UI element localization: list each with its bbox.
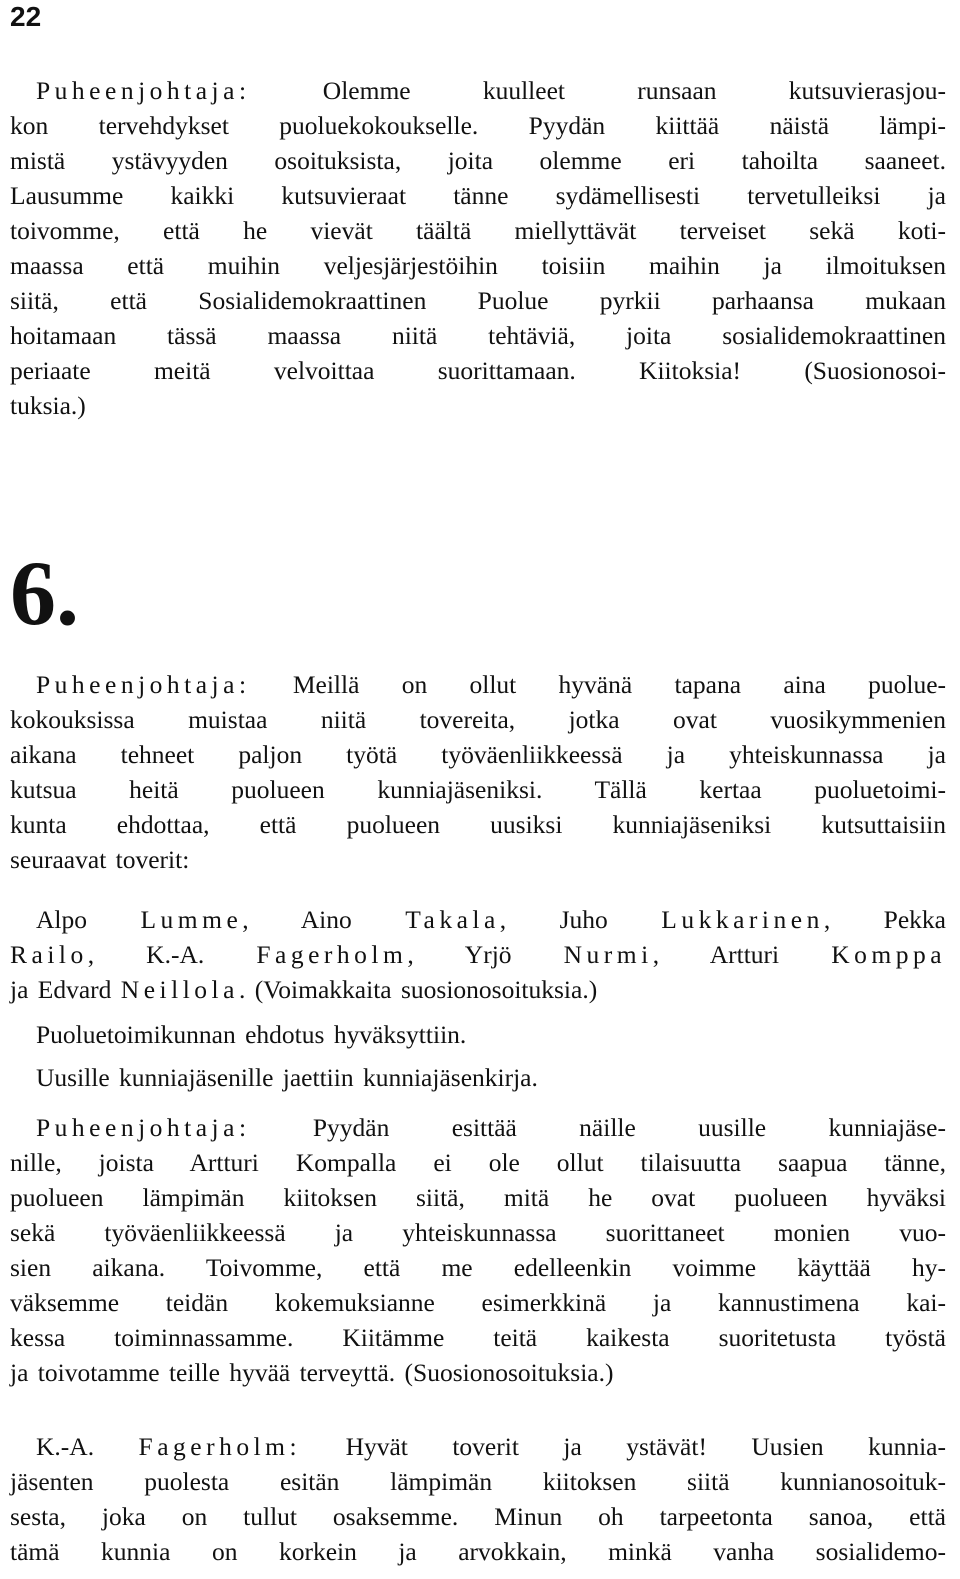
text-line: sesta, joka on tullut osaksemme. Minun oh tarpeetonta sanoa, että: [10, 1502, 946, 1531]
text-segment: , Aino: [242, 905, 406, 934]
text-segment: K.-A.: [36, 1432, 139, 1461]
text-line: tuksia.): [10, 391, 86, 420]
text-segment: . (Voimakkaita suosionosoituksia.): [238, 975, 598, 1004]
text-line: puolueen lämpimän kiitoksen siitä, mitä he ovat puolueen hyväksi: [10, 1183, 946, 1212]
text-line: siitä, että Sosialidemokraattinen Puolue pyrkii parhaansa mukaan: [10, 286, 946, 315]
speaker-name: Puheenjohtaja:: [36, 76, 251, 105]
text-segment: Alpo: [36, 905, 141, 934]
text-line: aikana tehneet paljon työtä työväenliikkeessä ja yhteiskunnassa ja: [10, 740, 946, 769]
text-line: kutsua heitä puolueen kunniajäseniksi. Tällä kertaa puoluetoimi-: [10, 775, 946, 804]
paragraph-chairman-thanks: [10, 1110, 946, 1390]
text-line: kokouksissa muistaa niitä tovereita, jotka ovat vuosikymmenien: [10, 705, 946, 734]
text-line: [10, 1429, 946, 1464]
text-segment: Olemme kuulleet runsaan kutsuvierasjou-: [250, 76, 946, 105]
honorary-members-list: [10, 902, 946, 1007]
member-name: Neillola: [120, 975, 239, 1004]
speaker-name: Puheenjohtaja:: [36, 670, 251, 699]
text-line: hoitamaan tässä maassa niitä tehtäviä, joita sosialidemokraattinen: [10, 321, 946, 350]
text-segment: Hyvät toverit ja ystävät! Uusien kunnia-: [301, 1432, 946, 1461]
text-segment: , Pekka: [823, 905, 946, 934]
paragraph-chairman-greetings: [10, 73, 946, 423]
text-line: väksemme teidän kokemuksianne esimerkkinä ja kannustimena kai-: [10, 1288, 946, 1317]
text-line: [10, 902, 946, 937]
text-segment: , Yrjö: [407, 940, 564, 969]
speaker-name: Puheenjohtaja:: [36, 1113, 251, 1142]
text-line: ja toivotamme teille hyvää terveyttä. (Suosionosoituksia.): [10, 1358, 614, 1387]
text-segment: Meillä on ollut hyvänä tapana aina puolue-: [250, 670, 946, 699]
text-line: [10, 972, 946, 1007]
text-line: [10, 73, 946, 108]
text-line: jäsenten puolesta esitän lämpimän kiitoksen siitä kunnianosoituk-: [10, 1467, 946, 1496]
paragraph-diplomas-handed: [10, 1060, 946, 1095]
member-name: Takala: [405, 905, 500, 934]
text-line: [10, 937, 946, 972]
paragraph-fagerholm-reply: [10, 1429, 946, 1569]
paragraph-proposal-accepted: [10, 1017, 946, 1052]
text-line: nille, joista Artturi Kompalla ei ole ollut tilaisuutta saapua tänne,: [10, 1148, 946, 1177]
text-line: [10, 1110, 946, 1145]
paragraph-honorary-members-intro: [10, 667, 946, 877]
text-line: maassa että muihin veljesjärjestöihin toisiin maihin ja ilmoituksen: [10, 251, 946, 280]
text-line: seuraavat toverit:: [10, 845, 190, 874]
text-line: toivomme, että he vievät täältä miellyttävät terveiset sekä koti-: [10, 216, 946, 245]
text-segment: , Artturi: [652, 940, 832, 969]
text-line: Puoluetoimikunnan ehdotus hyväksyttiin.: [36, 1020, 467, 1049]
speaker-name: Fagerholm:: [138, 1432, 302, 1461]
text-line: kon tervehdykset puoluekokoukselle. Pyydän kiittää näistä lämpi-: [10, 111, 946, 140]
text-line: Uusille kunniajäsenille jaettiin kunniajäsenkirja.: [36, 1063, 538, 1092]
member-name: Lumme: [140, 905, 243, 934]
text-line: sekä työväenliikkeessä ja yhteiskunnassa suorittaneet monien vuo-: [10, 1218, 946, 1247]
text-line: periaate meitä velvoittaa suorittamaan. Kiitoksia! (Suosionosoi-: [10, 356, 946, 385]
page-number: 22: [10, 1, 42, 32]
member-name: Lukkarinen: [661, 905, 824, 934]
text-line: sien aikana. Toivomme, että me edelleenkin voimme käyttää hy-: [10, 1253, 946, 1282]
text-line: mistä ystävyyden osoituksista, joita olemme eri tahoilta saaneet.: [10, 146, 946, 175]
text-segment: Pyydän esittää näille uusille kunniajäse-: [250, 1113, 946, 1142]
member-name: Railo: [10, 940, 88, 969]
member-name: Komppa: [831, 940, 947, 969]
text-line: tämä kunnia on korkein ja arvokkain, minkä vanha sosialidemo-: [10, 1537, 946, 1566]
text-segment: , Juho: [499, 905, 662, 934]
section-number: 6.: [10, 542, 79, 644]
text-line: [10, 667, 946, 702]
member-name: Nurmi: [563, 940, 653, 969]
text-line: Lausumme kaikki kutsuvieraat tänne sydämellisesti tervetulleiksi ja: [10, 181, 946, 210]
text-line: kessa toiminnassamme. Kiitämme teitä kaikesta suoritetusta työstä: [10, 1323, 946, 1352]
text-segment: ja Edvard: [10, 975, 121, 1004]
text-line: kunta ehdottaa, että puolueen uusiksi kunniajäseniksi kutsuttaisiin: [10, 810, 946, 839]
text-segment: , K.-A.: [87, 940, 257, 969]
member-name: Fagerholm: [256, 940, 408, 969]
